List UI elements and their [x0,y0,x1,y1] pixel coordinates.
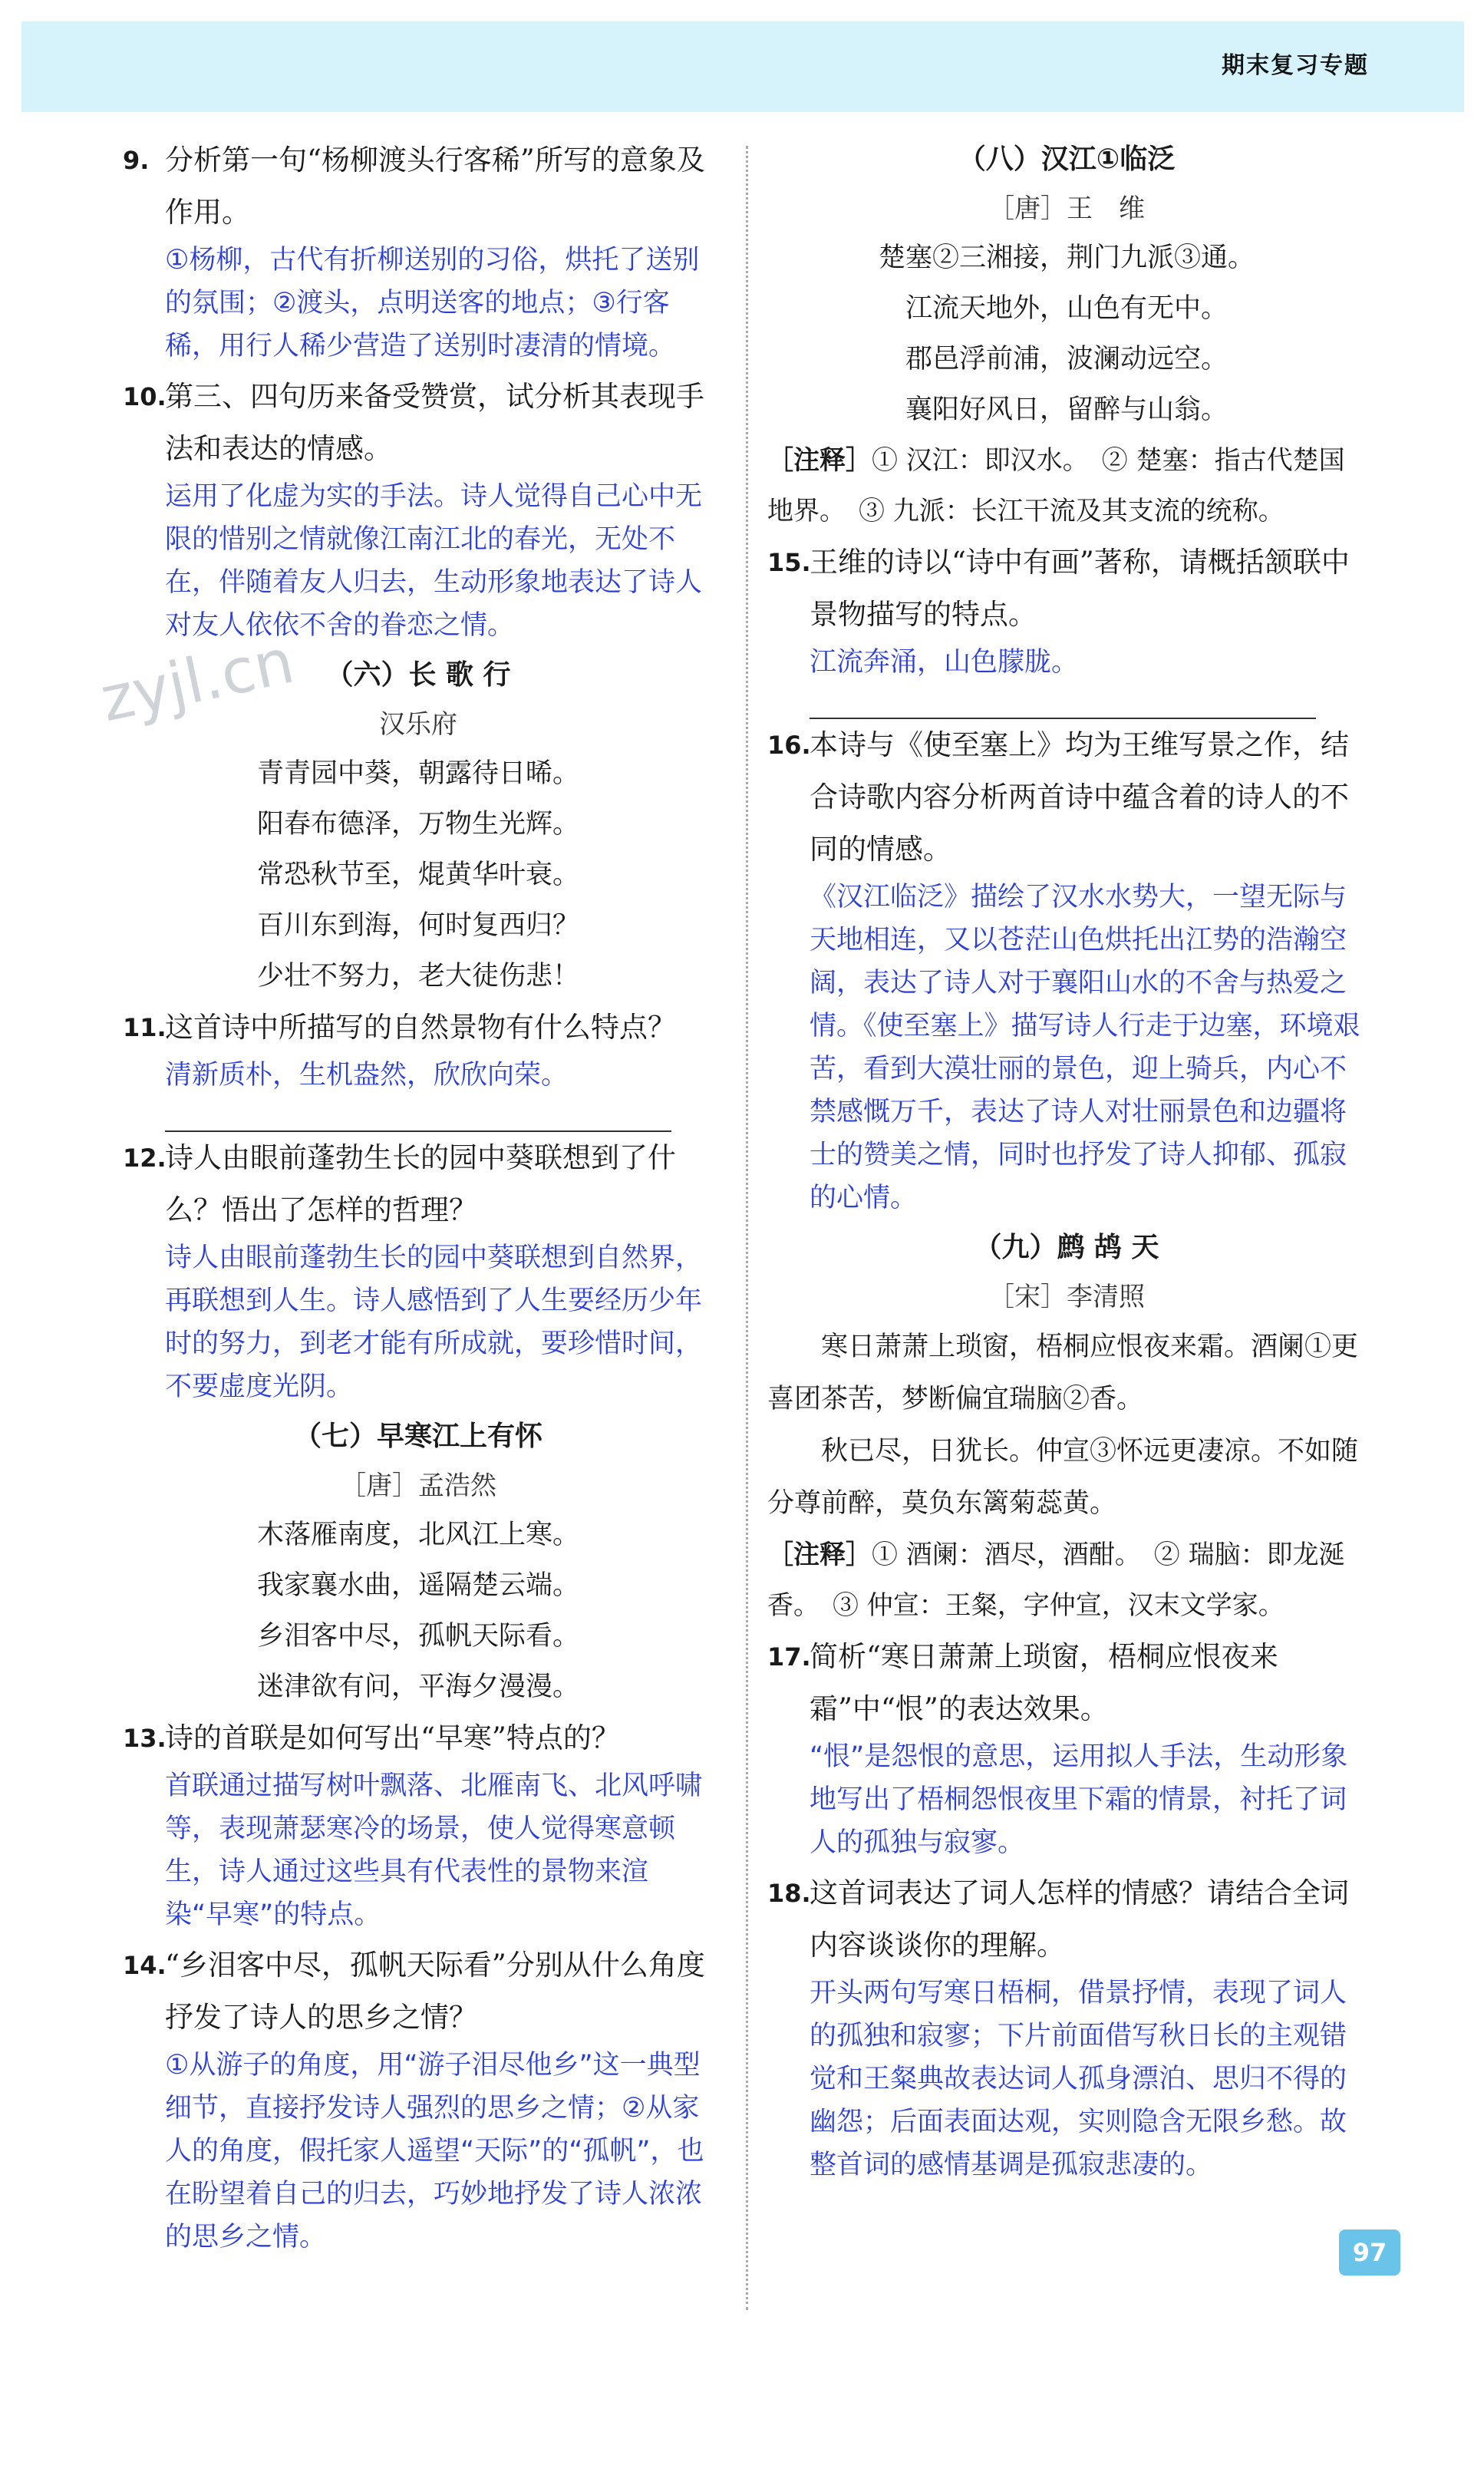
question-text: “乡泪客中尽，孤帆天际看”分别从什么角度抒发了诗人的思乡之情？ [165,1949,705,2034]
answer-9: ①杨柳，古代有折柳送别的习俗，烘托了送别的氛围；②渡头，点明送客的地点；③行客稀，用行人稀少营造了送别时凄清的情境。 [165,245,700,361]
question-number: 10. [123,382,167,411]
annotation-text: ① 汉江：即汉水。 ② 楚塞：指古代楚国地界。 ③ 九派：长江干流及其支流的统称。 [767,445,1345,526]
right-column [767,134,1366,2190]
question-number: 14. [123,1951,167,1980]
annotation-label: ［注释］ [767,1540,872,1570]
poem-line: 百川东到海，何时复西归？ [256,910,579,941]
poem-author: ［唐］孟浩然 [340,1470,496,1501]
answer-13: 首联通过描写树叶飘落、北雁南飞、北风呼啸等，表现萧瑟寒冷的场景，使人觉得寒意顿生，诗人通过这些具有代表性的景物来渲染“早寒”的特点。 [165,1771,703,1930]
question-number: 11. [123,1013,167,1042]
poem-line: 郡邑浮前浦，波澜动远空。 [905,344,1228,375]
answer-line [810,687,1316,719]
question-10 [123,371,714,475]
poem-line: 迷津欲有问，平海夕漫漫。 [256,1672,579,1702]
poem-title: （六）长 歌 行 [325,659,511,691]
answer-12: 诗人由眼前蓬勃生长的园中葵联想到自然界，再联想到人生。诗人感悟到了人生要经历少年时的努力，到老才能有所成就，要珍惜时间，不要虚度光阴。 [165,1243,703,1402]
poem-line: 阳春布德泽，万物生光辉。 [256,809,579,840]
question-text: 这首诗中所描写的自然景物有什么特点？ [165,1011,676,1044]
poem-title: （八）汉江①临泛 [958,144,1176,175]
question-14 [123,1939,714,2044]
question-15 [767,536,1366,641]
question-18 [767,1867,1366,1972]
poem-line: 常恐秋节至，焜黄华叶衰。 [256,860,579,890]
question-number: 17. [767,1642,811,1672]
poem-author: 汉乐府 [379,709,457,740]
poem-title: （七）早寒江上有怀 [293,1421,542,1452]
poem-line: 江流天地外，山色有无中。 [905,293,1228,324]
answer-18: 开头两句写寒日梧桐，借景抒情，表现了词人的孤独和寂寥；下片前面借写秋日长的主观错觉和王粲典故表达词人孤身漂泊、思归不得的幽怨；后面表面达观，实则隐含无限乡愁。故整首词的感情基调是孤寂悲凄的。 [810,1978,1347,2180]
question-text: 简析“寒日萧萧上琐窗，梧桐应恨夜来霜”中“恨”的表达效果。 [810,1640,1278,1725]
question-13 [123,1712,714,1764]
question-number: 9. [123,146,150,175]
poem-author: ［宋］李清照 [988,1282,1145,1312]
ci-paragraph: 寒日萧萧上琐窗，梧桐应恨夜来霜。酒阑①更喜团茶苦，梦断偏宜瑞脑②香。 [767,1332,1359,1414]
question-number: 13. [123,1724,167,1753]
poem-line: 襄阳好风日，留醉与山翁。 [905,394,1228,425]
question-number: 16. [767,731,811,760]
poem-line: 少壮不努力，老大徒伤悲！ [256,961,579,992]
question-text: 第三、四句历来备受赞赏，试分析其表现手法和表达的情感。 [165,380,704,465]
section-title: 期末复习专题 [1222,52,1369,79]
question-17 [767,1631,1366,1735]
poem-line: 我家襄水曲，遥隔楚云端。 [256,1570,579,1601]
question-number: 18. [767,1879,811,1908]
answer-10: 运用了化虚为实的手法。诗人觉得自己心中无限的惜别之情就像江南江北的春光，无处不在，伴随着友人归去，生动形象地表达了诗人对友人依依不舍的眷恋之情。 [165,481,703,641]
poem-author: ［唐］王 维 [988,193,1145,224]
poem-line: 楚塞②三湘接，荆门九派③通。 [878,243,1255,273]
ci-paragraph: 秋已尽，日犹长。仲宣③怀远更凄凉。不如随分尊前醉，莫负东篱菊蕊黄。 [767,1436,1359,1519]
question-text: 分析第一句“杨柳渡头行客稀”所写的意象及作用。 [165,144,705,229]
column-divider [746,146,748,2310]
answer-14: ①从游子的角度，用“游子泪尽他乡”这一典型细节，直接抒发诗人强烈的思乡之情；②从家人的角度，假托家人遥望“天际”的“孤帆”，也在盼望着自己的归去，巧妙地抒发了诗人浓浓的思乡之情。 [165,2050,704,2253]
annotation-label: ［注释］ [767,445,872,476]
answer-15: 江流奔涌，山色朦胧。 [810,647,1079,678]
question-text: 这首词表达了词人怎样的情感？请结合全词内容谈谈你的理解。 [810,1876,1349,1962]
poem-line: 青青园中葵，朝露待日晞。 [256,758,579,789]
question-16 [767,719,1366,876]
annotation [767,1530,1366,1631]
question-text: 诗的首联是如何写出“早寒”特点的？ [165,1721,620,1754]
question-text: 王维的诗以“诗中有画”著称，请概括颔联中景物描写的特点。 [810,546,1350,631]
annotation [767,435,1366,536]
poem-title: （九）鹧 鸪 天 [974,1232,1159,1263]
question-9 [123,134,714,239]
poem-line: 木落雁南度，北风江上寒。 [256,1520,579,1550]
annotation-text: ① 酒阑：酒尽，酒酣。 ② 瑞脑：即龙涎香。 ③ 仲宣：王粲，字仲宣，汉末文学家。 [767,1540,1345,1621]
question-number: 12. [123,1144,167,1173]
answer-16: 《汉江临泛》描绘了汉水水势大，一望无际与天地相连，又以苍茫山色烘托出江势的浩瀚空阔，表达了诗人对于襄阳山水的不舍与热爱之情。《使至塞上》描写诗人行走于边塞，环境艰苦，看到大漠壮丽的景色，迎上骑兵，内心不禁感慨万千，表达了诗人对壮丽景色和边疆将士的赞美之情，同时也抒发了诗人抑郁、孤寂的心情。 [810,882,1360,1213]
poem-line: 乡泪客中尽，孤帆天际看。 [256,1621,579,1652]
page-number-badge: 97 [1339,2229,1400,2276]
question-12 [123,1132,714,1236]
question-11 [123,1002,714,1054]
question-number: 15. [767,548,811,577]
left-column [123,134,714,2262]
question-text: 本诗与《使至塞上》均为王维写景之作，结合诗歌内容分析两首诗中蕴含着的诗人的不同的情感。 [810,728,1349,866]
question-text: 诗人由眼前蓬勃生长的园中葵联想到了什么？悟出了怎样的哲理？ [165,1141,676,1226]
answer-11: 清新质朴，生机盎然，欣欣向荣。 [165,1060,569,1091]
answer-17: “恨”是怨恨的意思，运用拟人手法，生动形象地写出了梧桐怨恨夜里下霜的情景，衬托了词人的孤独与寂寥。 [810,1741,1348,1858]
answer-line [165,1100,671,1132]
watermark: zyjl.cn [94,625,300,736]
